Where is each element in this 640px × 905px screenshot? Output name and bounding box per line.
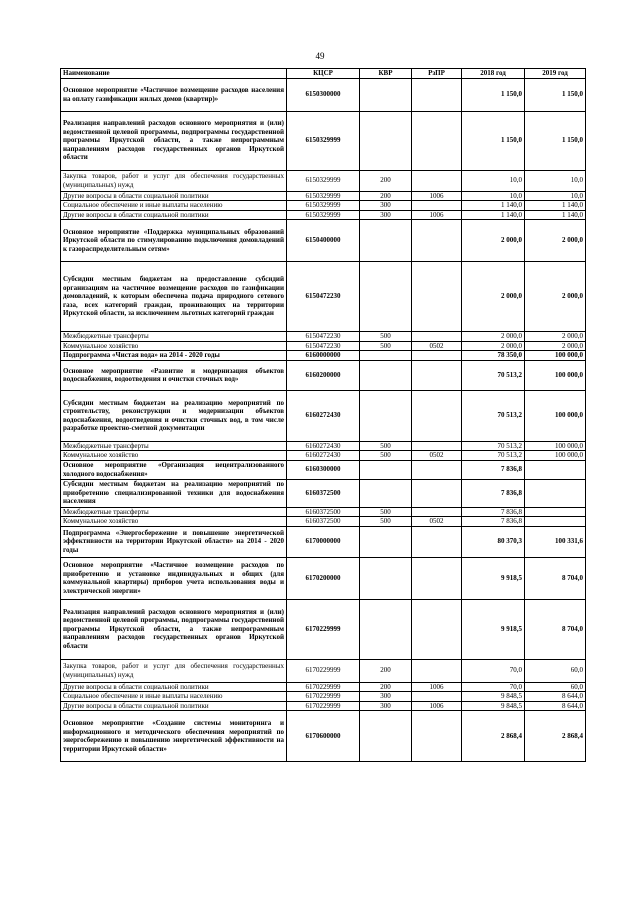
row-rzpr (412, 557, 462, 599)
row-kvr (360, 599, 412, 659)
row-name: Другие вопросы в области социальной политики (61, 701, 287, 711)
row-name: Основное мероприятие «Создание системы мониторинга и информационного и методического обеспечения мероприятий по энергосбережению и повышению энергетической эффективности на территории Иркутской области» (61, 711, 287, 762)
table-row (61, 557, 586, 599)
row-rzpr (412, 441, 462, 451)
row-name: Коммунальное хозяйство (61, 341, 287, 351)
row-name: Реализация направлений расходов основного мероприятия и (или) ведомственной целевой программы, подпрограммы государственной программы Иркутской области, а также непрограммным направлениям расходов государственных органов Иркутской области (61, 111, 287, 170)
table-row (61, 526, 586, 557)
row-2018: 2 000,0 (462, 262, 525, 332)
row-2019: 1 140,0 (525, 201, 586, 211)
row-name: Межбюджетные трансферты (61, 441, 287, 451)
row-2018: 1 150,0 (462, 111, 525, 170)
row-name: Другие вопросы в области социальной политики (61, 191, 287, 201)
row-kcsr: 6170000000 (287, 526, 360, 557)
row-name: Подпрограмма «Энергосбережение и повышение энергетической эффективности на территории Иркутской области» на 2014 - 2020 годы (61, 526, 287, 557)
row-kcsr: 6160272430 (287, 451, 360, 461)
row-name: Другие вопросы в области социальной политики (61, 210, 287, 220)
row-kcsr: 6160372500 (287, 517, 360, 527)
row-rzpr (412, 170, 462, 191)
row-2018: 9 918,5 (462, 557, 525, 599)
row-kvr: 500 (360, 441, 412, 451)
row-rzpr: 0502 (412, 451, 462, 461)
row-name: Реализация направлений расходов основного мероприятия и (или) ведомственной целевой программы, подпрограммы государственной программы Иркутской области, а также непрограммным направлениям расходов государственных органов Иркутской области (61, 599, 287, 659)
row-2018: 2 000,0 (462, 332, 525, 342)
row-kcsr: 6150329999 (287, 111, 360, 170)
row-kcsr: 6150329999 (287, 201, 360, 211)
row-rzpr: 0502 (412, 517, 462, 527)
row-kvr (360, 526, 412, 557)
row-name: Основное мероприятие «Частичное возмещение расходов населения на оплату газификации жилых домов (квартир)» (61, 78, 287, 111)
table-row (61, 711, 586, 762)
row-rzpr (412, 201, 462, 211)
table-row (61, 451, 586, 461)
row-2019: 8 704,0 (525, 599, 586, 659)
row-rzpr (412, 351, 462, 361)
row-kcsr: 6160372500 (287, 479, 360, 507)
row-2019 (525, 460, 586, 479)
row-kcsr: 6150300000 (287, 78, 360, 111)
row-name: Основное мероприятие «Развитие и модернизация объектов водоснабжения, водоотведения и очистки сточных вод» (61, 360, 287, 390)
row-2019: 10,0 (525, 191, 586, 201)
table-row (61, 659, 586, 682)
table-row (61, 441, 586, 451)
row-kcsr: 6150329999 (287, 170, 360, 191)
row-kcsr: 6160200000 (287, 360, 360, 390)
row-2019: 60,0 (525, 682, 586, 692)
row-kvr (360, 460, 412, 479)
table-row (61, 507, 586, 517)
table-row (61, 262, 586, 332)
row-kvr (360, 351, 412, 361)
header-kcsr: КЦСР (287, 69, 360, 79)
row-rzpr (412, 507, 462, 517)
row-2018: 70,0 (462, 659, 525, 682)
row-rzpr (412, 659, 462, 682)
row-2019: 2 000,0 (525, 262, 586, 332)
row-name: Субсидии местным бюджетам на предоставление субсидий организациям на частичное возмещение расходов по газификации домовладений, к которым обеспечена подача природного сетевого газа, всех категорий граждан, проживающих на территории Иркутской области, за исключением льготных категорий граждан (61, 262, 287, 332)
row-2018: 7 836,8 (462, 507, 525, 517)
row-kcsr: 6170200000 (287, 557, 360, 599)
row-2018: 7 836,8 (462, 460, 525, 479)
row-2018: 70 513,2 (462, 390, 525, 441)
row-rzpr (412, 262, 462, 332)
row-2019: 2 000,0 (525, 332, 586, 342)
row-rzpr: 1006 (412, 210, 462, 220)
row-kcsr: 6160272430 (287, 390, 360, 441)
row-2019: 100 000,0 (525, 451, 586, 461)
row-name: Коммунальное хозяйство (61, 517, 287, 527)
row-name: Закупка товаров, работ и услуг для обеспечения государственных (муниципальных) нужд (61, 170, 287, 191)
row-2018: 70 513,2 (462, 360, 525, 390)
row-2019: 100 000,0 (525, 360, 586, 390)
row-kcsr: 6160372500 (287, 507, 360, 517)
row-kvr: 200 (360, 659, 412, 682)
row-2019: 100 000,0 (525, 390, 586, 441)
row-kcsr: 6150472230 (287, 262, 360, 332)
table-row (61, 170, 586, 191)
row-name: Межбюджетные трансферты (61, 507, 287, 517)
row-rzpr: 0502 (412, 341, 462, 351)
row-kcsr: 6150329999 (287, 210, 360, 220)
row-kvr (360, 390, 412, 441)
row-2018: 2 868,4 (462, 711, 525, 762)
row-2018: 9 848,5 (462, 701, 525, 711)
table-row (61, 360, 586, 390)
row-2018: 70,0 (462, 682, 525, 692)
row-name: Основное мероприятие «Поддержка муниципальных образований Иркутской области по стимулированию подключения домовладений к газораспределительным сетям» (61, 220, 287, 262)
table-row (61, 479, 586, 507)
table-row (61, 191, 586, 201)
row-kcsr: 6160272430 (287, 441, 360, 451)
row-2018: 9 918,5 (462, 599, 525, 659)
row-kvr (360, 220, 412, 262)
row-kvr: 200 (360, 682, 412, 692)
row-2019: 10,0 (525, 170, 586, 191)
table-row (61, 332, 586, 342)
row-rzpr (412, 111, 462, 170)
row-2018: 1 150,0 (462, 78, 525, 111)
budget-table (60, 68, 586, 762)
row-kvr: 500 (360, 517, 412, 527)
row-2018: 7 836,8 (462, 517, 525, 527)
table-row (61, 599, 586, 659)
row-kvr (360, 479, 412, 507)
row-name: Подпрограмма «Чистая вода» на 2014 - 2020 годы (61, 351, 287, 361)
row-kvr (360, 360, 412, 390)
header-kvr: КВР (360, 69, 412, 79)
header-name: Наименование (61, 69, 287, 79)
row-rzpr: 1006 (412, 191, 462, 201)
row-2019: 100 000,0 (525, 351, 586, 361)
row-2018: 10,0 (462, 170, 525, 191)
row-name: Социальное обеспечение и иные выплаты населению (61, 201, 287, 211)
row-2018: 1 140,0 (462, 210, 525, 220)
table-row (61, 201, 586, 211)
row-rzpr (412, 460, 462, 479)
row-2018: 70 513,2 (462, 441, 525, 451)
row-kvr: 500 (360, 341, 412, 351)
row-rzpr: 1006 (412, 682, 462, 692)
row-kcsr: 6170229999 (287, 692, 360, 702)
row-kvr (360, 557, 412, 599)
row-rzpr (412, 220, 462, 262)
row-2019: 8 644,0 (525, 692, 586, 702)
row-name: Другие вопросы в области социальной политики (61, 682, 287, 692)
row-rzpr (412, 479, 462, 507)
row-name: Социальное обеспечение и иные выплаты населению (61, 692, 287, 702)
row-rzpr (412, 390, 462, 441)
row-2019: 8 644,0 (525, 701, 586, 711)
table-row (61, 460, 586, 479)
row-2019 (525, 507, 586, 517)
row-kcsr: 6150472230 (287, 341, 360, 351)
row-2019 (525, 517, 586, 527)
row-2018: 80 370,3 (462, 526, 525, 557)
row-name: Субсидии местным бюджетам на реализацию мероприятий по приобретению специализированной техники для водоснабжения населения (61, 479, 287, 507)
table-row (61, 390, 586, 441)
row-kcsr: 6150329999 (287, 191, 360, 201)
header-2019: 2019 год (525, 69, 586, 79)
table-row (61, 517, 586, 527)
row-rzpr: 1006 (412, 701, 462, 711)
row-2019: 60,0 (525, 659, 586, 682)
table-row (61, 701, 586, 711)
row-kvr: 500 (360, 507, 412, 517)
row-kcsr: 6170229999 (287, 659, 360, 682)
header-2018: 2018 год (462, 69, 525, 79)
row-kcsr: 6170229999 (287, 682, 360, 692)
row-rzpr (412, 78, 462, 111)
row-2019: 100 331,6 (525, 526, 586, 557)
row-kvr: 200 (360, 170, 412, 191)
header-rzpr: РзПР (412, 69, 462, 79)
row-rzpr (412, 332, 462, 342)
row-kcsr: 6150472230 (287, 332, 360, 342)
table-row (61, 78, 586, 111)
row-kcsr: 6160300000 (287, 460, 360, 479)
row-kvr: 300 (360, 201, 412, 211)
row-kvr: 300 (360, 701, 412, 711)
row-name: Основное мероприятие «Организация нецентрализованного холодного водоснабжения» (61, 460, 287, 479)
row-2018: 2 000,0 (462, 220, 525, 262)
row-name: Основное мероприятие «Частичное возмещение расходов по приобретению и установке индивидуальных и общих (для коммунальной квартиры) приборов учета использования воды и электрической энергии» (61, 557, 287, 599)
table-row (61, 220, 586, 262)
row-kvr: 300 (360, 210, 412, 220)
row-2019 (525, 479, 586, 507)
row-kvr: 500 (360, 332, 412, 342)
row-2019: 100 000,0 (525, 441, 586, 451)
row-2018: 10,0 (462, 191, 525, 201)
table-row (61, 210, 586, 220)
row-kvr (360, 111, 412, 170)
row-name: Закупка товаров, работ и услуг для обеспечения государственных (муниципальных) нужд (61, 659, 287, 682)
row-kvr: 500 (360, 451, 412, 461)
row-2019: 8 704,0 (525, 557, 586, 599)
row-2018: 7 836,8 (462, 479, 525, 507)
row-2019: 1 150,0 (525, 111, 586, 170)
table-row (61, 351, 586, 361)
row-kcsr: 6160000000 (287, 351, 360, 361)
table-row (61, 682, 586, 692)
row-rzpr (412, 692, 462, 702)
page-number: 49 (315, 51, 325, 61)
row-2018: 70 513,2 (462, 451, 525, 461)
row-2018: 9 848,5 (462, 692, 525, 702)
row-kvr (360, 262, 412, 332)
row-kcsr: 6170229999 (287, 599, 360, 659)
row-kvr (360, 711, 412, 762)
table-header-row (61, 69, 586, 79)
row-2018: 2 000,0 (462, 341, 525, 351)
row-2019: 1 150,0 (525, 78, 586, 111)
table-body (61, 78, 586, 762)
row-kvr: 200 (360, 191, 412, 201)
row-2019: 2 868,4 (525, 711, 586, 762)
row-rzpr (412, 711, 462, 762)
table-row (61, 111, 586, 170)
row-rzpr (412, 526, 462, 557)
row-kcsr: 6170229999 (287, 701, 360, 711)
row-2018: 78 350,0 (462, 351, 525, 361)
row-2019: 2 000,0 (525, 220, 586, 262)
row-name: Субсидии местным бюджетам на реализацию мероприятий по строительству, реконструкции и модернизации объектов водоснабжения, водоотведения и очистки сточных вод, в том числе разработке проектно-сметной документации (61, 390, 287, 441)
row-2019: 1 140,0 (525, 210, 586, 220)
row-kcsr: 6170600000 (287, 711, 360, 762)
table-row (61, 341, 586, 351)
row-2018: 1 140,0 (462, 201, 525, 211)
table-row (61, 692, 586, 702)
row-kcsr: 6150400000 (287, 220, 360, 262)
row-rzpr (412, 599, 462, 659)
row-rzpr (412, 360, 462, 390)
row-kvr: 300 (360, 692, 412, 702)
row-kvr (360, 78, 412, 111)
row-2019: 2 000,0 (525, 341, 586, 351)
row-name: Коммунальное хозяйство (61, 451, 287, 461)
row-name: Межбюджетные трансферты (61, 332, 287, 342)
